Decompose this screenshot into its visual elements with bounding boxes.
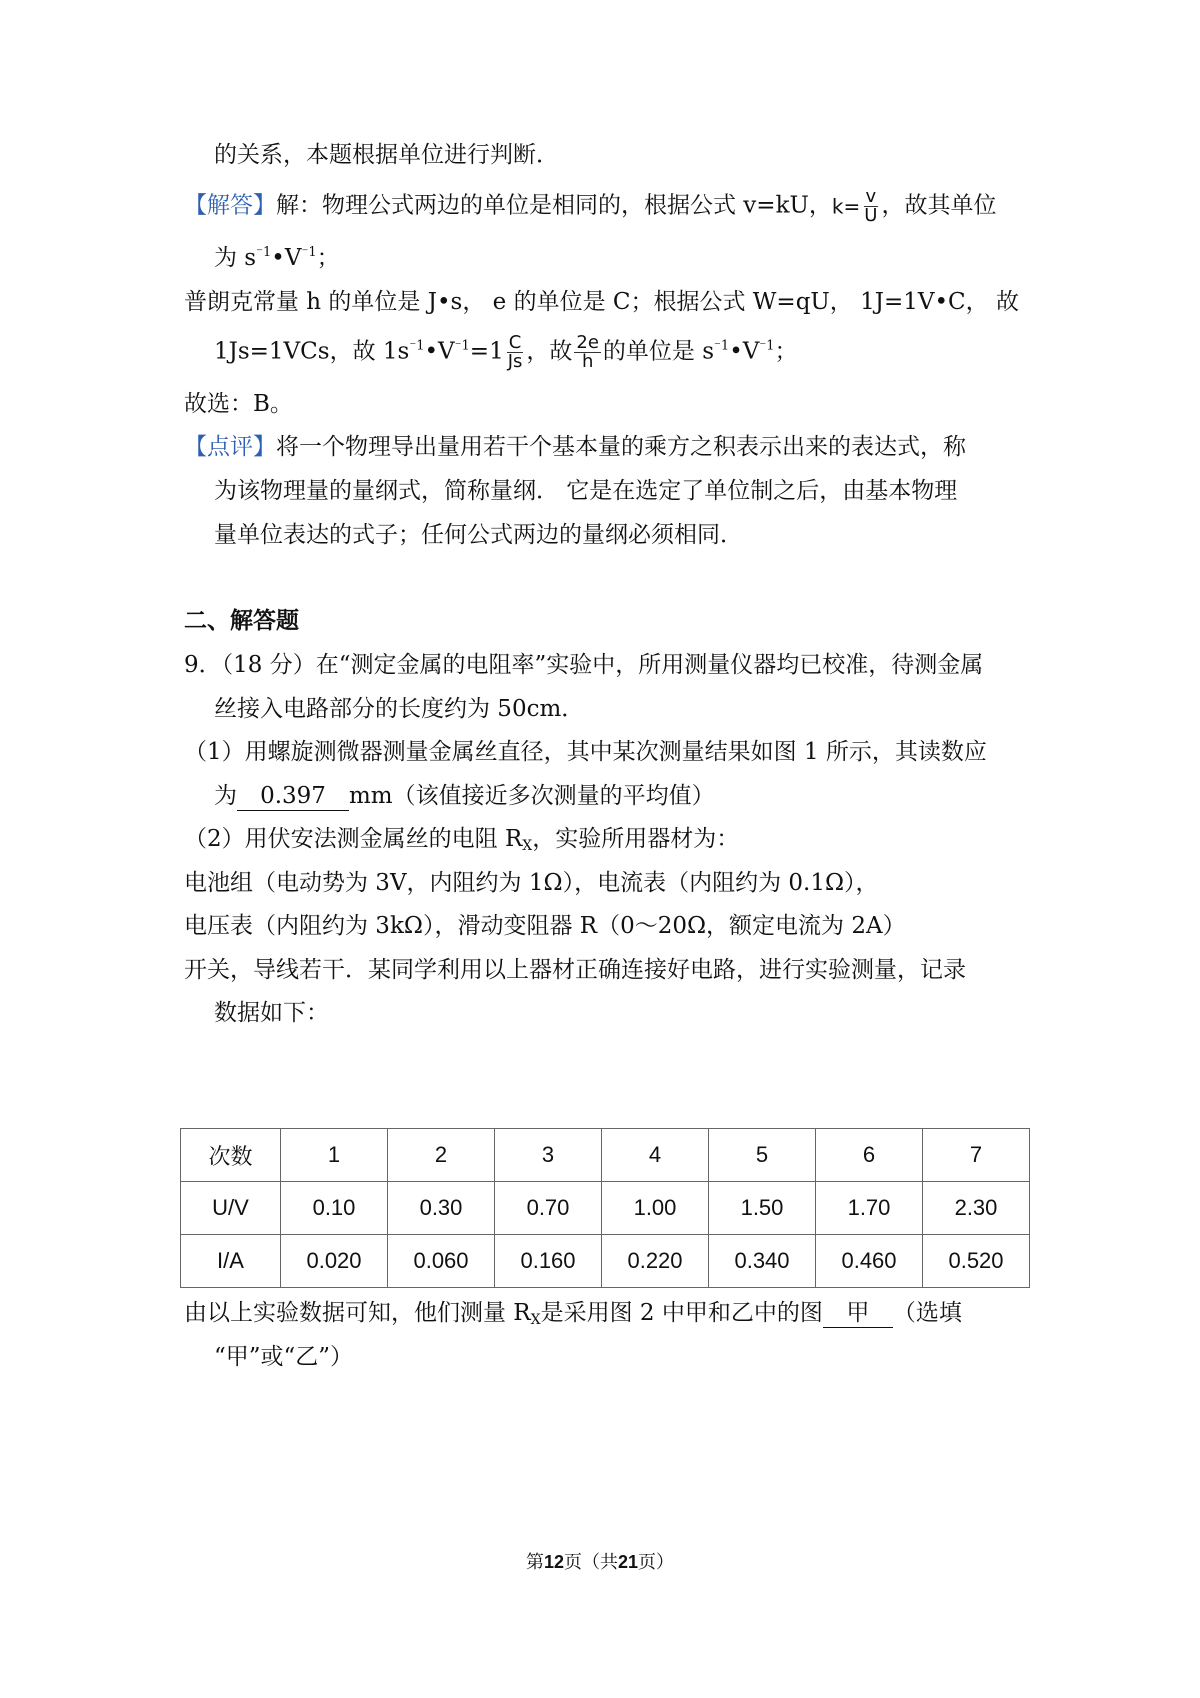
derivation-text: 的单位是 s xyxy=(602,338,715,365)
table-cell: U/V xyxy=(181,1182,281,1235)
part2-text: （2）用伏安法测金属丝的电阻 R xyxy=(184,826,523,852)
fraction-numerator: 2e xyxy=(576,332,599,353)
measurement-table xyxy=(180,1128,1030,1288)
table-cell: 0.30 xyxy=(388,1182,495,1235)
conclusion-line-2: “甲”或“乙”） xyxy=(214,1344,354,1370)
table-cell: 4 xyxy=(602,1129,709,1182)
table-cell: 0.160 xyxy=(495,1235,602,1288)
equipment-line-4: 数据如下： xyxy=(214,1000,329,1026)
q9-line-1: 9．（18 分）在“测定金属的电阻率”实验中，所用测量仪器均已校准，待测金属 xyxy=(184,652,984,678)
fraction-denominator: Js xyxy=(507,351,523,372)
q9-part1-line-1: （1）用螺旋测微器测量金属丝直径，其中某次测量结果如图 1 所示，其读数应 xyxy=(184,739,987,765)
c-over-js-fraction xyxy=(506,334,525,371)
table-cell: 6 xyxy=(816,1129,923,1182)
table-cell: 0.220 xyxy=(602,1235,709,1288)
planck-line: 普朗克常量 h 的单位是 J•s， e 的单位是 C；根据公式 W=qU， 1J=1V•C， 故 xyxy=(184,289,1019,315)
k-denominator: U xyxy=(864,205,878,226)
review-line-2: 为该物理量的量纲式，简称量纲． 它是在选定了单位制之后，由基本物理 xyxy=(214,478,958,504)
section-title: 二、解答题 xyxy=(184,607,299,634)
table-cell: 1.00 xyxy=(602,1182,709,1235)
equipment-line-2: 电压表（内阻约为 3kΩ），滑动变阻器 R（0～20Ω，额定电流为 2A） xyxy=(184,913,906,939)
k-numerator: v xyxy=(865,186,877,207)
choice-line: 故选：B。 xyxy=(184,391,293,417)
q9-part1-line-2 xyxy=(214,781,715,811)
table-cell: 0.020 xyxy=(281,1235,388,1288)
table-cell: 0.340 xyxy=(709,1235,816,1288)
k-fraction xyxy=(862,188,879,225)
derivation-text: ； xyxy=(774,338,798,365)
answer-tag: 【解答】 xyxy=(184,192,276,219)
unit-text: •V xyxy=(271,245,302,271)
table-cell: 1.70 xyxy=(816,1182,923,1235)
table-cell: 0.10 xyxy=(281,1182,388,1235)
review-tag: 【点评】 xyxy=(184,434,276,460)
fraction-numerator: C xyxy=(508,332,522,353)
part2-text: ，实验所用器材为： xyxy=(532,826,740,852)
table-cell: 0.520 xyxy=(923,1235,1030,1288)
q9-line-2: 丝接入电路部分的长度约为 50cm． xyxy=(214,696,585,722)
text-line: 的关系，本题根据单位进行判断． xyxy=(214,142,559,168)
table-row-current xyxy=(181,1235,1030,1288)
answer-text: 解：物理公式两边的单位是相同的，根据公式 v=kU， xyxy=(276,192,832,219)
exponent: ⁻1 xyxy=(301,245,317,260)
table-cell: 7 xyxy=(923,1129,1030,1182)
footer-text: 页（共 xyxy=(564,1552,618,1573)
part1-prefix: 为 xyxy=(214,783,237,809)
table-cell: 0.70 xyxy=(495,1182,602,1235)
conclusion-line xyxy=(184,1298,962,1328)
derivation-text: •V xyxy=(729,338,760,365)
table-cell: 0.060 xyxy=(388,1235,495,1288)
footer-text: 第 xyxy=(525,1552,544,1573)
equipment-line-1: 电池组（电动势为 3V，内阻约为 1Ω），电流表（内阻约为 0.1Ω）， xyxy=(184,870,879,896)
derivation-text: ，故 xyxy=(526,338,573,365)
equipment-line-3: 开关，导线若干．某同学利用以上器材正确连接好电路，进行实验测量，记录 xyxy=(184,957,966,983)
review-line-3: 量单位表达的式子；任何公式两边的量纲必须相同． xyxy=(214,522,743,548)
footer-text: 页） xyxy=(638,1552,675,1573)
table-cell: 2.30 xyxy=(923,1182,1030,1235)
planck-derivation-line xyxy=(214,334,798,371)
table-cell: I/A xyxy=(181,1235,281,1288)
conclusion-text: 由以上实验数据可知，他们测量 R xyxy=(184,1300,531,1326)
exponent: ⁻1 xyxy=(714,338,730,354)
table-cell: 1 xyxy=(281,1129,388,1182)
page-footer xyxy=(0,1548,1200,1574)
unit-line xyxy=(214,243,340,273)
unit-text: ； xyxy=(316,245,340,271)
exponent: ⁻1 xyxy=(759,338,775,354)
exponent: ⁻1 xyxy=(256,245,272,260)
k-lhs: k= xyxy=(831,194,861,219)
review-line xyxy=(184,432,966,462)
conclusion-text: 是采用图 2 中甲和乙中的图 xyxy=(540,1300,823,1326)
answer-blank-circuit: 甲 xyxy=(823,1299,893,1328)
exponent: ⁻1 xyxy=(409,338,425,354)
answer-line xyxy=(184,188,996,225)
table-cell: 1.50 xyxy=(709,1182,816,1235)
subscript: X xyxy=(530,1312,541,1328)
exponent: ⁻1 xyxy=(454,338,470,354)
q9-part2-line xyxy=(184,824,739,854)
unit-text: 为 s xyxy=(214,245,257,271)
part1-suffix: mm（该值接近多次测量的平均值） xyxy=(349,783,715,809)
derivation-text: 1Js=1VCs，故 1s xyxy=(214,338,410,365)
table-cell: 2 xyxy=(388,1129,495,1182)
subscript: X xyxy=(522,838,533,854)
table-cell: 次数 xyxy=(181,1129,281,1182)
table-row-voltage xyxy=(181,1182,1030,1235)
review-text: 将一个物理导出量用若干个基本量的乘方之积表示出来的表达式，称 xyxy=(276,434,966,460)
2e-over-h-fraction xyxy=(574,334,601,371)
answer-blank-diameter: 0.397 xyxy=(237,782,349,811)
answer-text-end: ，故其单位 xyxy=(881,192,997,219)
table-cell: 3 xyxy=(495,1129,602,1182)
conclusion-text: （选填 xyxy=(892,1300,962,1326)
table-cell: 0.460 xyxy=(816,1235,923,1288)
page-number: 12 xyxy=(543,1552,564,1572)
total-pages: 21 xyxy=(618,1552,639,1572)
derivation-text: =1 xyxy=(469,338,504,365)
table-cell: 5 xyxy=(709,1129,816,1182)
table-row-header xyxy=(181,1129,1030,1182)
derivation-text: •V xyxy=(424,338,455,365)
fraction-denominator: h xyxy=(581,351,594,372)
